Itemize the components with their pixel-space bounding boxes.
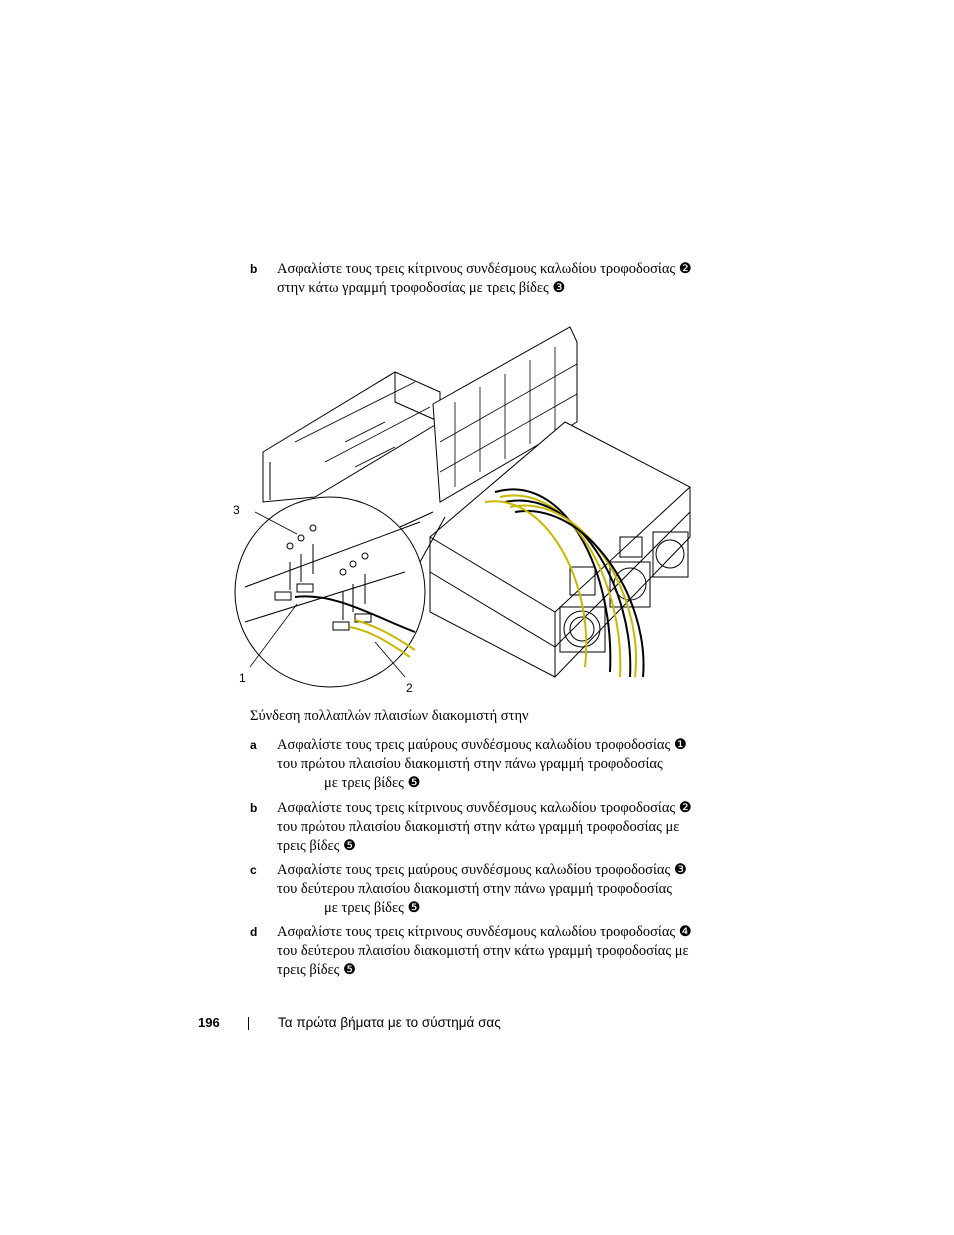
step-line: του πρώτου πλαισίου διακομιστή στην κάτω γραμμή τροφοδοσίας με: [277, 819, 680, 835]
step-line: Ασφαλίστε τους τρεις μαύρους συνδέσμους καλωδίου τροφοδοσίας ❸: [277, 862, 687, 878]
step-letter: b: [250, 262, 258, 276]
figure-caption: Σύνδεση πολλαπλών πλαισίων διακομιστή στην: [250, 708, 529, 724]
page-number: 196: [198, 1015, 220, 1030]
step-b-top: [250, 260, 720, 298]
step-c: [250, 861, 720, 918]
step-line: τρεις βίδες ❺: [277, 838, 356, 854]
footer-title: Τα πρώτα βήματα με το σύστημά σας: [278, 1015, 501, 1030]
step-a: [250, 736, 720, 793]
step-line: του δεύτερου πλαισίου διακομιστή στην κάτω γραμμή τροφοδοσίας με: [277, 943, 689, 959]
step-line: Ασφαλίστε τους τρεις κίτρινους συνδέσμους καλωδίου τροφοδοσίας ❷: [277, 800, 692, 816]
step-line: του δεύτερου πλαισίου διακομιστή στην πάνω γραμμή τροφοδοσίας: [277, 881, 673, 897]
step-line: Ασφαλίστε τους τρεις κίτρινους συνδέσμους καλωδίου τροφοδοσίας ❹: [277, 924, 692, 940]
step-letter: c: [250, 863, 257, 877]
step-line: με τρεις βίδες ❺: [324, 775, 421, 791]
step-line: με τρεις βίδες ❺: [324, 900, 421, 916]
step-line: στην κάτω γραμμή τροφοδοσίας με τρεις βίδες ❸: [277, 280, 566, 296]
footer-divider: [248, 1017, 249, 1030]
step-b: [250, 799, 720, 856]
step-letter: b: [250, 801, 258, 815]
callout-1: 1: [239, 671, 246, 685]
callout-2: 2: [406, 681, 413, 695]
step-line: Ασφαλίστε τους τρεις μαύρους συνδέσμους καλωδίου τροφοδοσίας ❶: [277, 737, 687, 753]
step-letter: d: [250, 925, 258, 939]
step-line: Ασφαλίστε τους τρεις κίτρινους συνδέσμους καλωδίου τροφοδοσίας ❷: [277, 261, 692, 277]
server-chassis-illustration: [225, 322, 695, 697]
callout-3: 3: [233, 503, 240, 517]
step-line: του πρώτου πλαισίου διακομιστή στην πάνω γραμμή τροφοδοσίας: [277, 756, 663, 772]
step-d: [250, 923, 720, 980]
step-line: τρεις βίδες ❺: [277, 962, 356, 978]
step-letter: a: [250, 738, 257, 752]
